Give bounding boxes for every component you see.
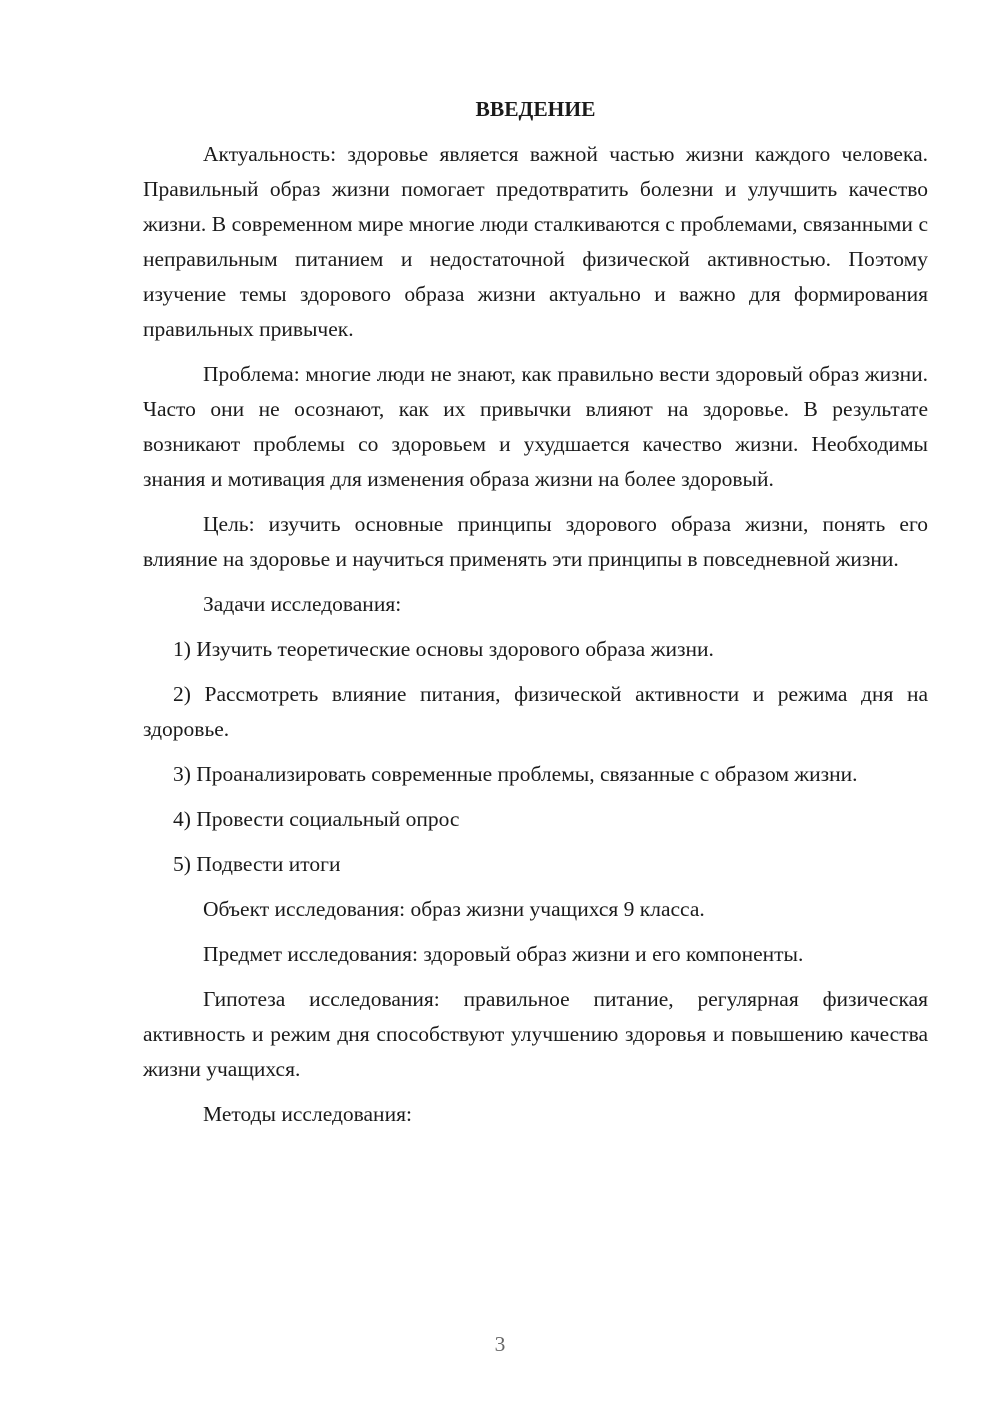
task-item-3: 3) Проанализировать современные проблемы, связанные с образом жизни.	[173, 762, 858, 786]
relevance-paragraph: Актуальность: здоровье является важной частью жизни каждого человека. Правильный образ жизни помогает предотвратить болезни и улучшить качество жизни. В современном мире многие люди сталкиваются с проблемами, связанными с неправильным питанием и недостаточной физической активностью. Поэтому изучение темы здорового образа жизни актуально и важно для формирования правильных привычек.	[143, 142, 928, 341]
subject-paragraph: Предмет исследования: здоровый образ жизни и его компоненты.	[203, 942, 804, 966]
methods-heading: Методы исследования:	[203, 1102, 412, 1126]
hypothesis-paragraph: Гипотеза исследования: правильное питание, регулярная физическая активность и режим дня способствуют улучшению здоровья и повышению качества жизни учащихся.	[143, 987, 928, 1081]
task-item-5: 5) Подвести итоги	[173, 852, 341, 876]
task-item-2: 2) Рассмотреть влияние питания, физической активности и режима дня на здоровье.	[143, 682, 928, 741]
object-paragraph: Объект исследования: образ жизни учащихся 9 класса.	[203, 897, 705, 921]
document-page	[143, 92, 928, 1142]
tasks-heading: Задачи исследования:	[203, 592, 402, 616]
task-item-1: 1) Изучить теоретические основы здорового образа жизни.	[173, 637, 714, 661]
section-title: ВВЕДЕНИЕ	[475, 97, 596, 121]
problem-paragraph: Проблема: многие люди не знают, как правильно вести здоровый образ жизни. Часто они не осознают, как их привычки влияют на здоровье. В результате возникают проблемы со здоровьем и ухудшается качество жизни. Необходимы знания и мотивация для изменения образа жизни на более здоровый.	[143, 362, 928, 491]
page-number: 3	[494, 1332, 506, 1356]
goal-paragraph: Цель: изучить основные принципы здорового образа жизни, понять его влияние на здоровье и научиться применять эти принципы в повседневной жизни.	[143, 512, 928, 571]
task-item-4: 4) Провести социальный опрос	[173, 807, 460, 831]
